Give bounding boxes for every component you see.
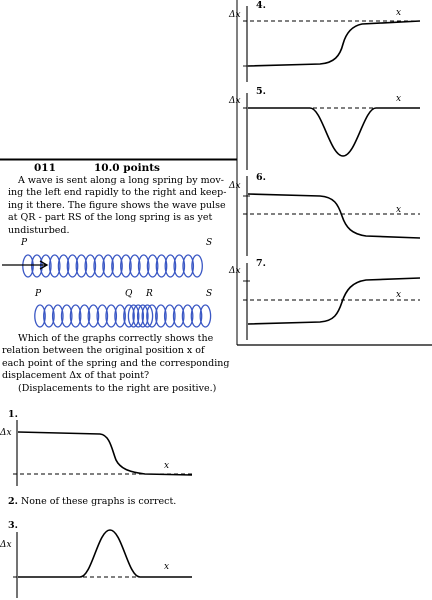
option-7-ylabel: Δx xyxy=(229,266,241,276)
option-4-number: 4. xyxy=(256,0,266,11)
spring-label-p-top: P xyxy=(21,238,28,248)
problem-text-line: A wave is sent along a long spring by mov- xyxy=(18,175,224,186)
option-2-text: None of these graphs is correct. xyxy=(20,496,177,507)
question-line: displacement Δx of that point? xyxy=(2,370,150,382)
spring-label-q: Q xyxy=(125,289,133,299)
option-6-ylabel: Δx xyxy=(229,181,241,191)
option-1-xlabel: x xyxy=(164,461,170,471)
spring-label-p-bottom: P xyxy=(35,289,42,299)
option-6-xlabel: x xyxy=(396,205,402,215)
option-3-xlabel: x xyxy=(164,562,170,572)
option-7-xlabel: x xyxy=(396,290,402,300)
option-5-number: 5. xyxy=(256,86,266,97)
option-5-ylabel: Δx xyxy=(229,96,241,106)
option-6-number: 6. xyxy=(256,172,266,183)
question-line: Which of the graphs correctly shows the xyxy=(18,333,214,344)
option-3-ylabel: Δx xyxy=(0,540,12,550)
spring-label-s-bottom: S xyxy=(206,289,213,299)
spring-label-s-top: S xyxy=(206,238,213,248)
option-1-number: 1. xyxy=(8,409,18,420)
problem-text-line: ing it there. The figure shows the wave pulse xyxy=(8,199,226,211)
option-3-number: 3. xyxy=(8,520,18,531)
option-4-xlabel: x xyxy=(396,8,402,18)
option-2-number: 2. xyxy=(8,496,18,507)
problem-text-line: undisturbed. xyxy=(8,224,70,236)
problem-text-line: at QR - part RS of the long spring is as yet xyxy=(8,212,213,224)
spring-label-r: R xyxy=(146,289,153,299)
problem-text-line: ing the left end rapidly to the right and keep- xyxy=(8,187,227,199)
graph-3-curve xyxy=(18,530,192,577)
question-note: (Displacements to the right are positive.) xyxy=(18,382,217,394)
option-4-ylabel: Δx xyxy=(229,10,241,20)
problem-number: 011 xyxy=(34,162,56,174)
problem-points: 10.0 points xyxy=(94,162,160,174)
option-7-number: 7. xyxy=(256,258,266,269)
option-1-ylabel: Δx xyxy=(0,428,12,438)
question-line: relation between the original position x of xyxy=(2,345,205,357)
question-line: each point of the spring and the corresponding xyxy=(2,357,230,369)
option-5-xlabel: x xyxy=(396,94,402,104)
